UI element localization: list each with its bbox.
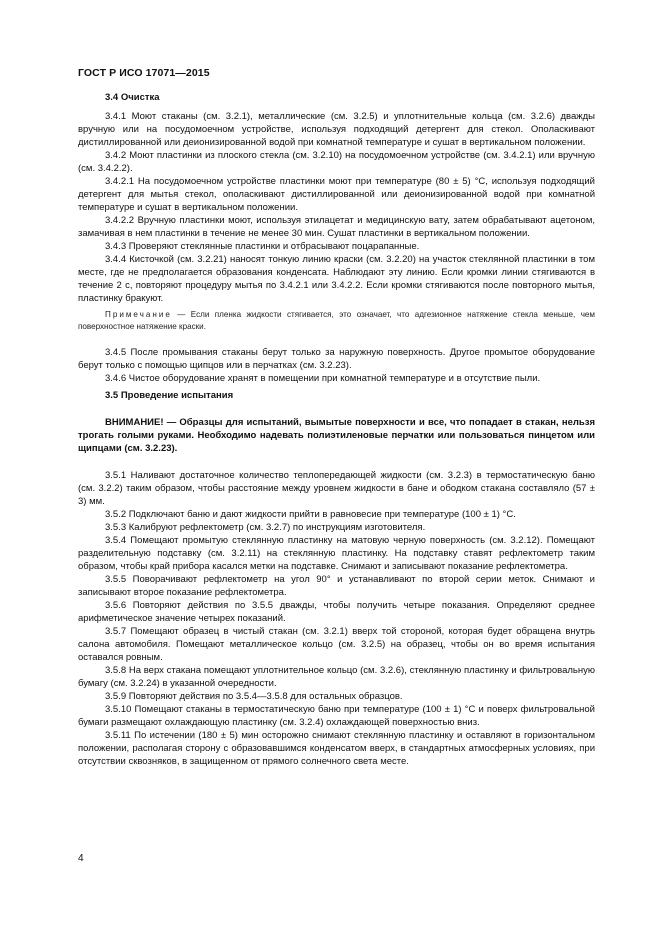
paragraph-3-5-3: 3.5.3 Калибруют рефлектометр (см. 3.2.7) по инструкциям изготовителя. (105, 522, 426, 533)
document-body (78, 91, 595, 768)
paragraph-3-4-1: 3.4.1 Моют стаканы (см. 3.2.1), металлические (см. 3.2.5) и уплотнительные кольца (см. 3.2.6) дважды вручную или на посудомоечном устройстве, используя подходящий детергент для стекол. Ополаскивают дистиллированной или деионизированной водой при комнатной температуре и сушат в вертикальном положении. (78, 111, 595, 148)
paragraph-3-4-2-2: 3.4.2.2 Вручную пластинки моют, используя этилацетат и медицинскую вату, затем обрабатывают ацетоном, замачивая в нем пластинки в течение не менее 30 мин. Сушат пластинки в вертикальном положении. (78, 215, 595, 239)
page-number: 4 (78, 853, 84, 864)
paragraph-3-5-10: 3.5.10 Помещают стаканы в термостатическую баню при температуре (100 ± 1) °С и поверх фильтровальной бумаги размещают охлаждающую пластинку (см. 3.2.4) охлаждающей поверхностью вниз. (78, 704, 595, 728)
note-label: Примечание (105, 310, 172, 319)
paragraph-3-5-11: 3.5.11 По истечении (180 ± 5) мин осторожно снимают стеклянную пластинку и оставляют в горизонтальном положении, располагая сторону с образовавшимся конденсатом вверх, в стандартных атмосферных условиях, при отсутствии сквозняков, в защищенном от прямого солнечного света месте. (78, 730, 595, 767)
paragraph-3-5-1: 3.5.1 Наливают достаточное количество теплопередающей жидкости (см. 3.2.3) в термостатическую баню (см. 3.2.2) таким образом, чтобы расстояние между уровнем жидкости в бане и ободком стакана составляло (57 ± 3) мм. (78, 470, 595, 507)
paragraph-3-4-3: 3.4.3 Проверяют стеклянные пластинки и отбрасывают поцарапанные. (105, 241, 420, 252)
section-3-4-heading: 3.4 Очистка (105, 92, 160, 103)
paragraph-3-5-6: 3.5.6 Повторяют действия по 3.5.5 дважды, чтобы получить четыре показания. Определяют среднее арифметическое значение четырех показаний. (78, 600, 595, 624)
paragraph-3-4-5: 3.4.5 После промывания стаканы берут только за наружную поверхность. Другое промытое оборудование берут только с помощью щипцов или в перчатках (см. 3.2.23). (78, 347, 595, 371)
document-header: ГОСТ Р ИСО 17071—2015 (78, 67, 210, 79)
paragraph-3-4-2-1: 3.4.2.1 На посудомоечном устройстве пластинки моют при температуре (80 ± 5) °С, используя подходящий детергент для мытья стекол, ополаскивают дистиллированной или деионизированной водой при комнатной температуре и сушат в вертикальном положении. (78, 176, 595, 213)
section-3-5-heading: 3.5 Проведение испытания (105, 390, 234, 401)
paragraph-3-5-8: 3.5.8 На верх стакана помещают уплотнительное кольцо (см. 3.2.6), стеклянную пластинку и фильтровальную бумагу (см. 3.2.24) в указанной очередности. (78, 665, 595, 689)
paragraph-3-4-2: 3.4.2 Моют пластинки из плоского стекла (см. 3.2.10) на посудомоечном устройстве (см. 3.4.2.1) или вручную (см. 3.4.2.2). (78, 150, 595, 174)
paragraph-3-5-2: 3.5.2 Подключают баню и дают жидкости прийти в равновесие при температуре (100 ± 1) °С. (105, 509, 516, 520)
paragraph-3-4-6: 3.4.6 Чистое оборудование хранят в помещении при комнатной температуре и в отсутствие пыли. (105, 373, 541, 384)
paragraph-3-5-9: 3.5.9 Повторяют действия по 3.5.4—3.5.8 для остальных образцов. (105, 691, 403, 702)
note (78, 309, 595, 332)
note-text: — Если пленка жидкости стягивается, это означает, что адгезионное натяжение стекла меньше, чем поверхностное натяжение краски. (78, 310, 595, 331)
paragraph-3-5-7: 3.5.7 Помещают образец в чистый стакан (см. 3.2.1) вверх той стороной, которая будет обращена внутрь салона автомобиля. Помещают металлическое кольцо (см. 3.2.5) на образец, чтобы он во время испытания оставался ровным. (78, 626, 595, 663)
warning-text: ВНИМАНИЕ! — Образцы для испытаний, вымытые поверхности и все, что попадает в стакан, нельзя трогать голыми руками. Необходимо надевать полиэтиленовые перчатки или пользоваться пинцетом или щипцами (см. 3.2.23). (78, 417, 595, 454)
paragraph-3-5-5: 3.5.5 Поворачивают рефлектометр на угол 90° и устанавливают по второй серии меток. Снимают и записывают второе показание рефлектометра. (78, 574, 595, 598)
paragraph-3-4-4: 3.4.4 Кисточкой (см. 3.2.21) наносят тонкую линию краски (см. 3.2.20) на участок стеклянной пластинки в том месте, где не предполагается образования конденсата. Наблюдают эту линию. Если кромки линии стягиваются в течение 2 с, повторяют процедуру мытья по 3.4.2.1 или 3.4.2.2. Если кромки стягиваются после повторного мытья, пластинку бракуют. (78, 254, 595, 304)
paragraph-3-5-4: 3.5.4 Помещают промытую стеклянную пластинку на матовую черную поверхность (см. 3.2.12). Помещают разделительную подставку (см. 3.2.11) на стеклянную пластинку. На подставку ставят рефлектометр таким образом, чтобы край прибора касался метки на подставке. Снимают и записывают показание рефлектометра. (78, 535, 595, 572)
